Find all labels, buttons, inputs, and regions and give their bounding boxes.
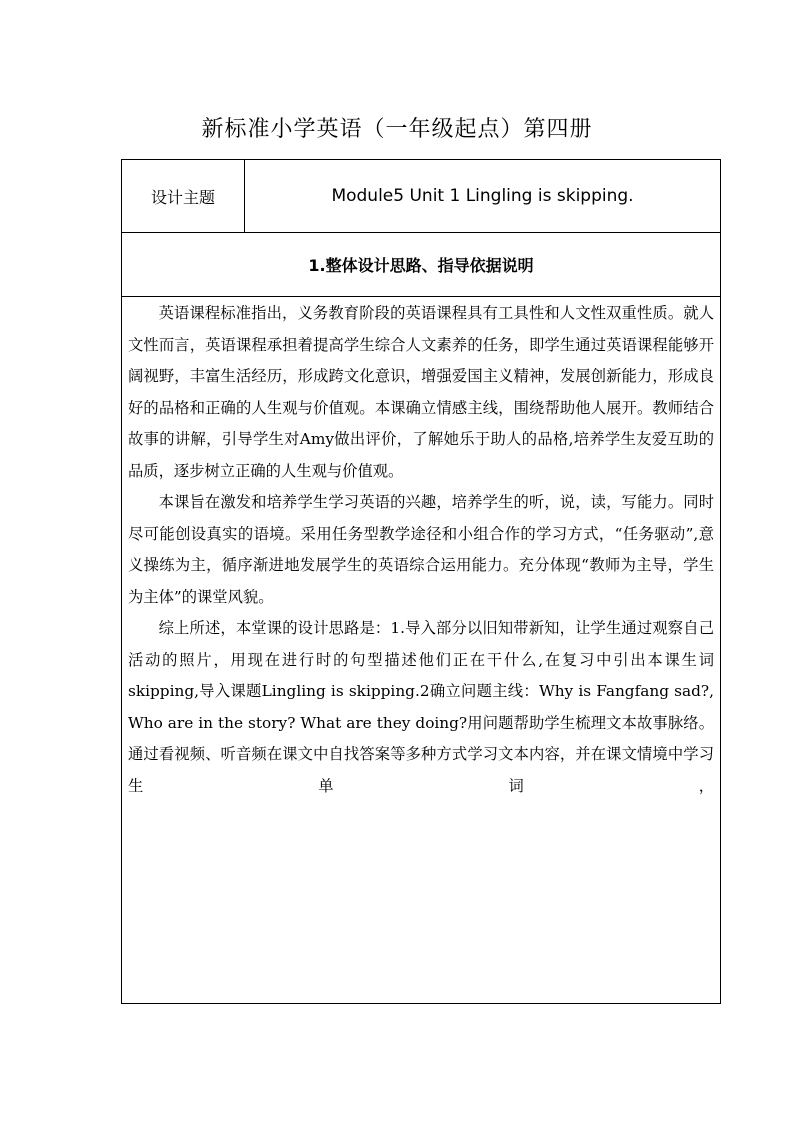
- theme-label: 设计主题: [122, 160, 245, 232]
- section-heading: 1.整体设计思路、指导依据说明: [122, 233, 720, 297]
- paragraph: 英语课程标准指出，义务教育阶段的英语课程具有工具性和人文性双重性质。就人文性而言，英语课程承担着提高学生综合人文素养的任务，即学生通过英语课程能够开阔视野，丰富生活经历，形成跨文化意识，增强爱国主义精神，发展创新能力，形成良好的品格和正确的人生观与价值观。本课确立情感主线，围绕帮助他人展开。教师结合故事的讲解，引导学生对Amy做出评价，了解她乐于助人的品格,培养学生友爱互助的品质，逐步树立正确的人生观与价值观。: [128, 304, 714, 480]
- paragraph: 本课旨在激发和培养学生学习英语的兴趣，培养学生的听，说，读，写能力。同时尽可能创设真实的语境。采用任务型教学途径和小组合作的学习方式，“任务驱动”,意义操练为主，循序渐进地发展学生的英语综合运用能力。充分体现“教师为主导，学生为主体”的课堂风貌。: [128, 493, 714, 606]
- paragraph: 综上所述，本堂课的设计思路是：1.导入部分以旧知带新知，让学生通过观察自己活动的照片，用现在进行时的句型描述他们正在干什么,在复习中引出本课生词skipping,导入课题Lingling is skipping.2确立问题主线：Why is Fangfang sad?, Who are in the story? What are they doing?用问题帮助学生梳理文本故事脉络。通过看视频、听音频在课文中自找答案等多种方式学习文本内容，并在课文情境中学习生单词，: [128, 619, 714, 795]
- theme-value: Module5 Unit 1 Lingling is skipping.: [331, 186, 634, 206]
- theme-row: [122, 160, 720, 233]
- design-table: [121, 159, 721, 1004]
- section-content: [128, 298, 714, 802]
- page-title: 新标准小学英语（一年级起点）第四册: [201, 117, 593, 142]
